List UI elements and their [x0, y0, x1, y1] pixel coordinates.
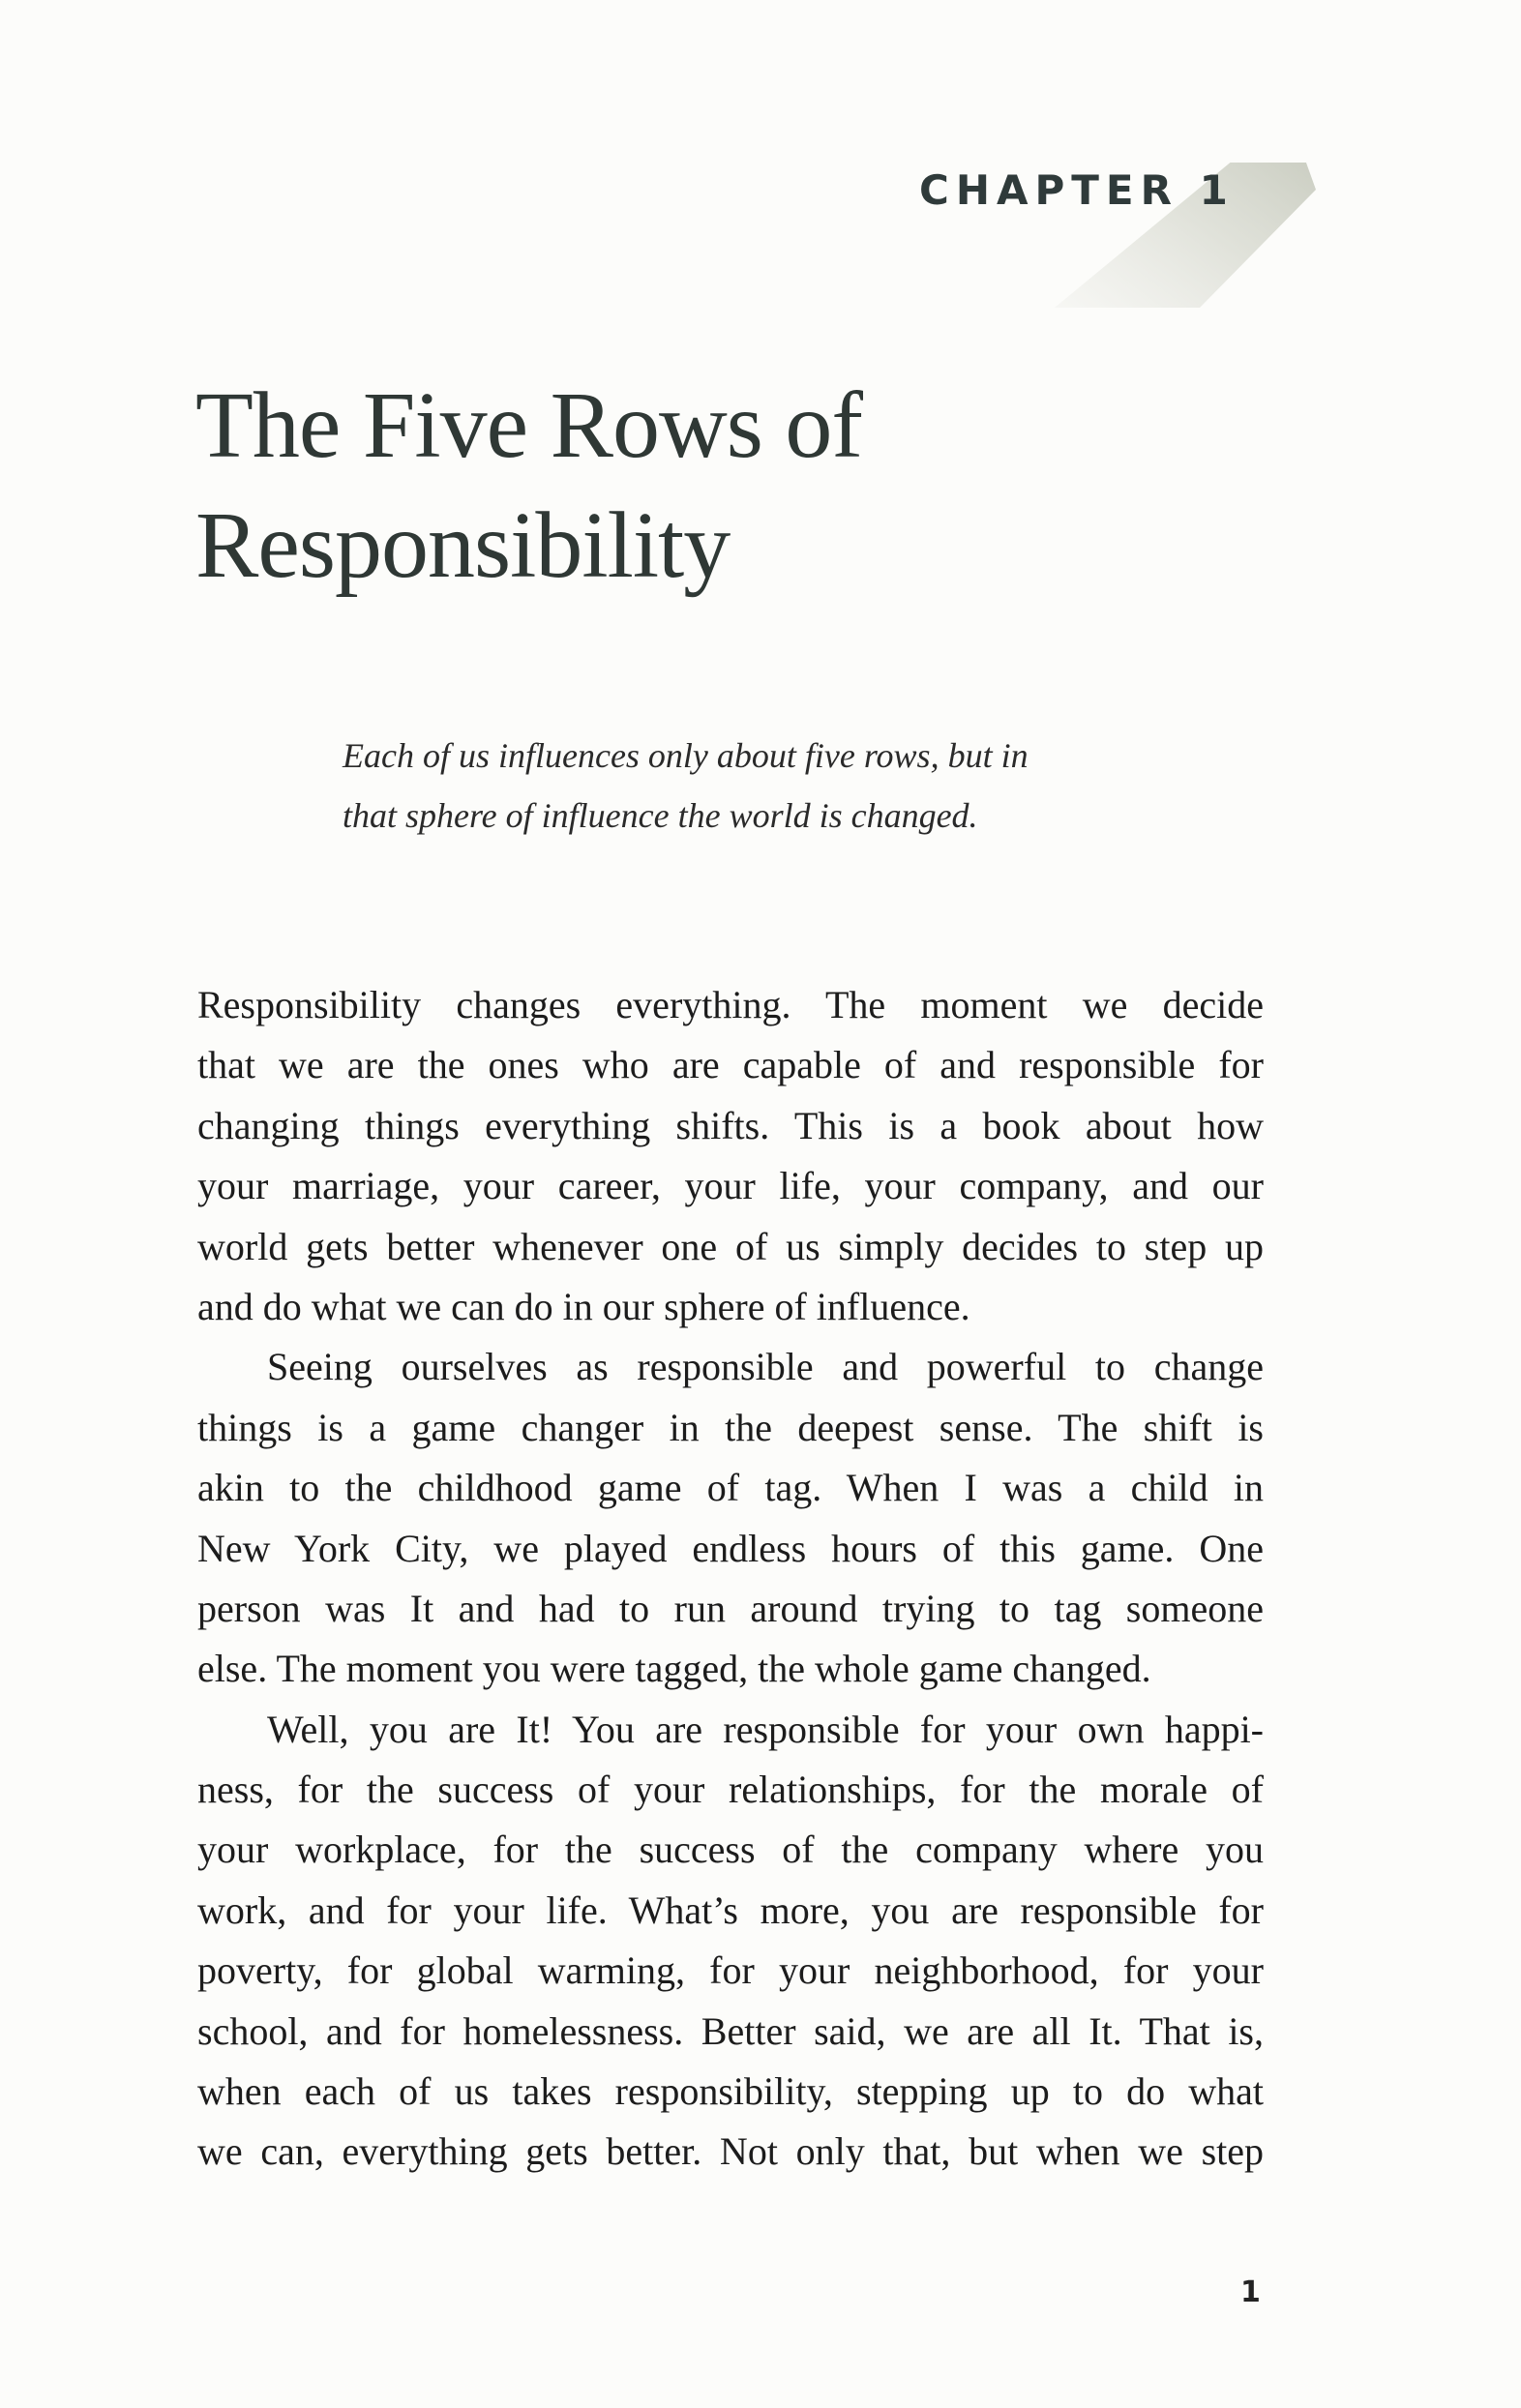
body-line: that we are the ones who are capable of and responsible for — [197, 1043, 1264, 1087]
body-line: world gets better whenever one of us simply decides to step up — [197, 1224, 1264, 1268]
body-line: work, and for your life. What’s more, you are responsible for — [197, 1888, 1264, 1932]
body-line: ness, for the success of your relationships, for the morale of — [197, 1768, 1264, 1812]
body-line: akin to the childhood game of tag. When I was a child in — [197, 1466, 1264, 1510]
chapter-label: CHAPTER 1 — [919, 166, 1235, 214]
body-line: Seeing ourselves as responsible and powerful to change — [267, 1345, 1264, 1389]
body-line: school, and for homelessness. Better said, we are all It. That is, — [197, 2008, 1264, 2053]
body-line: Well, you are It! You are responsible for your own happi- — [267, 1707, 1264, 1751]
chapter-title-line-2: Responsibility — [195, 493, 731, 598]
chapter-title-line-1: The Five Rows of — [195, 373, 862, 478]
body-line: Responsibility changes everything. The moment we decide — [197, 983, 1264, 1026]
epigraph-line-2: that sphere of influence the world is changed. — [343, 796, 978, 835]
body-line: and do what we can do in our sphere of influence. — [197, 1284, 970, 1328]
body-line: your workplace, for the success of the company where you — [197, 1828, 1264, 1872]
body-line: things is a game changer in the deepest sense. The shift is — [197, 1405, 1264, 1449]
body-line: person was It and had to run around trying to tag someone — [197, 1586, 1264, 1630]
body-line: your marriage, your career, your life, your company, and our — [197, 1164, 1264, 1208]
epigraph-line-1: Each of us influences only about five rows, but in — [343, 736, 1029, 775]
body-line: else. The moment you were tagged, the whole game changed. — [197, 1647, 1151, 1691]
page-number: 1 — [1240, 2275, 1261, 2309]
body-line: we can, everything gets better. Not only that, but when we step — [197, 2129, 1264, 2174]
body-line: when each of us takes responsibility, stepping up to do what — [197, 2069, 1264, 2114]
chapter-title — [195, 366, 1260, 606]
body-text — [197, 975, 1264, 2183]
body-line: New York City, we played endless hours of this game. One — [197, 1526, 1264, 1570]
body-line: poverty, for global warming, for your neighborhood, for your — [197, 1948, 1264, 1993]
body-line: changing things everything shifts. This is a book about how — [197, 1103, 1264, 1147]
epigraph — [343, 726, 1117, 846]
